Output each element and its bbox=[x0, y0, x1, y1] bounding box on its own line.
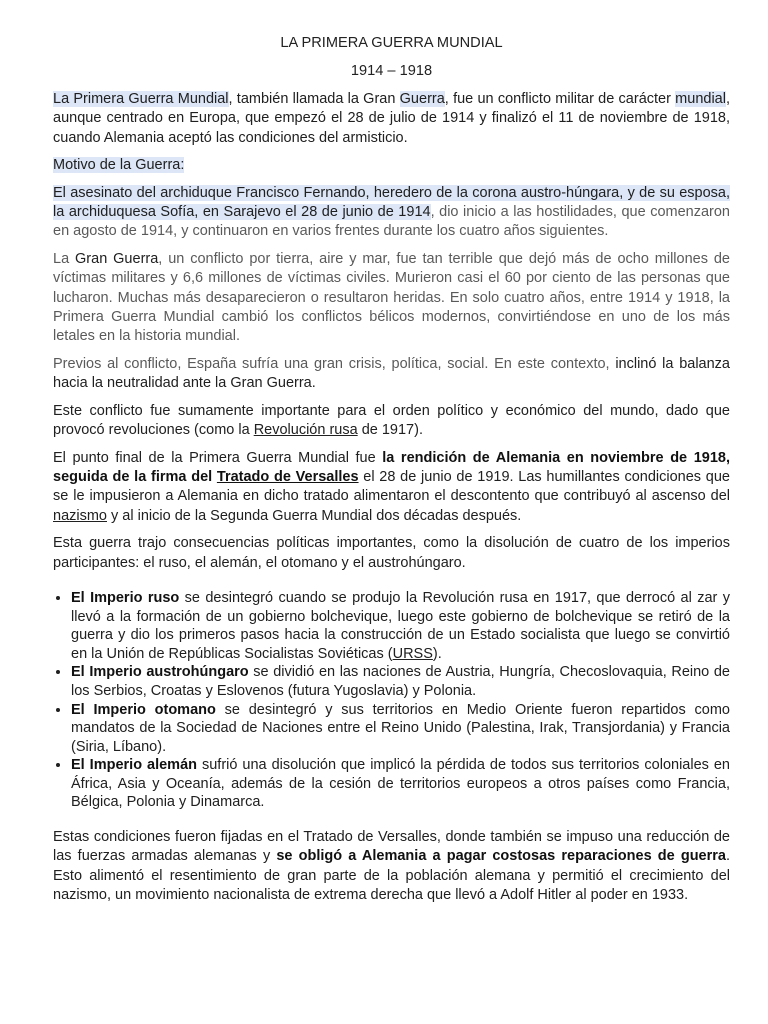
text-run: Previos al conflicto, España sufría una gran crisis, política, social. En este contexto, bbox=[53, 355, 616, 372]
list-item bbox=[71, 589, 730, 663]
punto-final-paragraph bbox=[53, 449, 730, 527]
text-run: , también llamada la Gran bbox=[228, 91, 400, 107]
urss-link[interactable]: URSS bbox=[392, 645, 433, 662]
text-run: sufrió una disolución que implicó la pérdida de todos sus territorios coloniales en África, Asia y Oceanía, además de la cesión de territorios europeos a otros países como Francia, Bélgica, Polonia y Dinamarca. bbox=[71, 757, 730, 811]
gran-guerra-paragraph bbox=[53, 250, 730, 347]
revolucion-rusa-link[interactable]: Revolución rusa bbox=[253, 422, 358, 439]
text-run: , fue un conflicto militar de carácter bbox=[444, 91, 676, 107]
text-run: Este conflicto fue sumamente importante para el orden político y económico del mundo, dado que provocó revoluciones (como la bbox=[53, 402, 730, 439]
list-item bbox=[71, 701, 730, 757]
text-run: el 28 de junio de 1919. Las humillantes condiciones que se le impusieron a Alemania en dicho tratado alimentaron el descontento que contribuyó al ascenso del bbox=[53, 468, 730, 505]
list-item bbox=[71, 756, 730, 812]
list-item bbox=[71, 663, 730, 700]
text-run: La bbox=[53, 250, 76, 267]
bold-run: la rendición de Alemania en noviembre de 1918, seguida de la firma del bbox=[53, 449, 730, 485]
imperios-list bbox=[53, 589, 730, 812]
text-run: , dio inicio a las hostilidades, que comenzaron en agosto de 1914, y continuaron en varios frentes durante los cuatro años siguientes. bbox=[53, 204, 730, 240]
importancia-paragraph bbox=[53, 402, 730, 441]
document-title: LA PRIMERA GUERRA MUNDIAL bbox=[280, 35, 503, 51]
bold-run: El Imperio ruso bbox=[71, 589, 180, 606]
text-run: de 1917). bbox=[357, 422, 423, 439]
highlight-asesinato: El asesinato del archiduque Francisco Fernando, heredero de la corona austro-húngara, y de su esposa, la archiduquesa Sofía, en Sarajevo el 28 de junio de 1914 bbox=[53, 184, 730, 221]
condiciones-paragraph bbox=[53, 828, 730, 906]
text-run: inclinó la balanza hacia la neutralidad ante la Gran Guerra. bbox=[53, 355, 730, 392]
bold-run: El Imperio alemán bbox=[71, 757, 197, 774]
bold-run: se obligó a Alemania a pagar costosas reparaciones de guerra bbox=[276, 848, 726, 865]
highlight-primera-guerra: La Primera Guerra Mundial bbox=[53, 91, 229, 107]
asesinato-paragraph bbox=[53, 184, 730, 242]
text-run: se desintegró y sus territorios en Medio Oriente fueron repartidos como mandatos de la Sociedad de Naciones entre el Reino Unido (Palestina, Irak, Transjordania) y Francia (Siria, Líbano). bbox=[71, 701, 730, 755]
motivo-label: Motivo de la Guerra: bbox=[53, 157, 185, 174]
motivo-heading bbox=[53, 156, 730, 175]
text-run: ). bbox=[432, 645, 442, 662]
nazismo-link[interactable]: nazismo bbox=[53, 507, 107, 524]
highlight-guerra: Guerra bbox=[399, 91, 445, 107]
text-run: . Esto alimentó el resentimiento de gran parte de la población alemana y permitió el crecimiento del nazismo, un movimiento nacionalista de extrema derecha que llevó a Adolf Hitler al poder en 1933. bbox=[53, 848, 731, 904]
document-years: 1914 – 1918 bbox=[350, 63, 433, 79]
text-run: Estas condiciones fueron fijadas en el Tratado de Versalles, donde también se impuso una reducción de las fuerzas armadas alemanas y bbox=[53, 829, 730, 865]
bold-run: El Imperio otomano bbox=[71, 701, 216, 718]
highlight-mundial: mundial bbox=[675, 91, 726, 107]
text-run: Gran Guerra bbox=[75, 250, 159, 267]
text-run: y al inicio de la Segunda Guerra Mundial dos décadas después. bbox=[107, 507, 522, 524]
bold-run: El Imperio austrohúngaro bbox=[71, 664, 249, 681]
tratado-versalles-link[interactable]: Tratado de Versalles bbox=[216, 468, 359, 485]
intro-paragraph bbox=[53, 90, 730, 148]
text-run: , un conflicto por tierra, aire y mar, fue tan terrible que dejó más de ocho millones de víctimas militares y 6,6 millones de víctimas civiles. Murieron casi el 60 por ciento de las personas que lucharon. Muchas más desaparecieron o resultaron heridas. En solo cuatro años, entre 1914 y 1918, la Primera Guerra Mundial cambió los conflictos bélicos modernos, convirtiéndose en uno de los más letales en la historia mundial. bbox=[53, 250, 730, 345]
text-run: se desintegró cuando se produjo la Revolución rusa en 1917, que derrocó al zar y llevó a la formación de un gobierno bolchevique, luego este gobierno de bolchevique se retiró de la guerra y dio los primeros pasos hacia la construcción de un Estado socialista que luego se convirtió en la Unión de Repúblicas Socialistas Soviéticas ( bbox=[71, 589, 730, 662]
espana-paragraph bbox=[53, 355, 730, 394]
text-run: se dividió en las naciones de Austria, Hungría, Checoslovaquia, Reino de los Serbios, Croatas y Eslovenos (futura Yugoslavia) y Polonia. bbox=[71, 664, 730, 699]
imperios-paragraph: Esta guerra trajo consecuencias políticas importantes, como la disolución de cuatro de los imperios participantes: el ruso, el alemán, el otomano y el austrohúngaro. bbox=[53, 535, 730, 571]
text-run: , aunque centrado en Europa, que empezó el 28 de julio de 1914 y finalizó el 11 de noviembre de 1918, cuando Alemania aceptó las condiciones del armisticio. bbox=[53, 91, 730, 146]
text-run: El punto final de la Primera Guerra Mundial fue bbox=[53, 449, 383, 466]
